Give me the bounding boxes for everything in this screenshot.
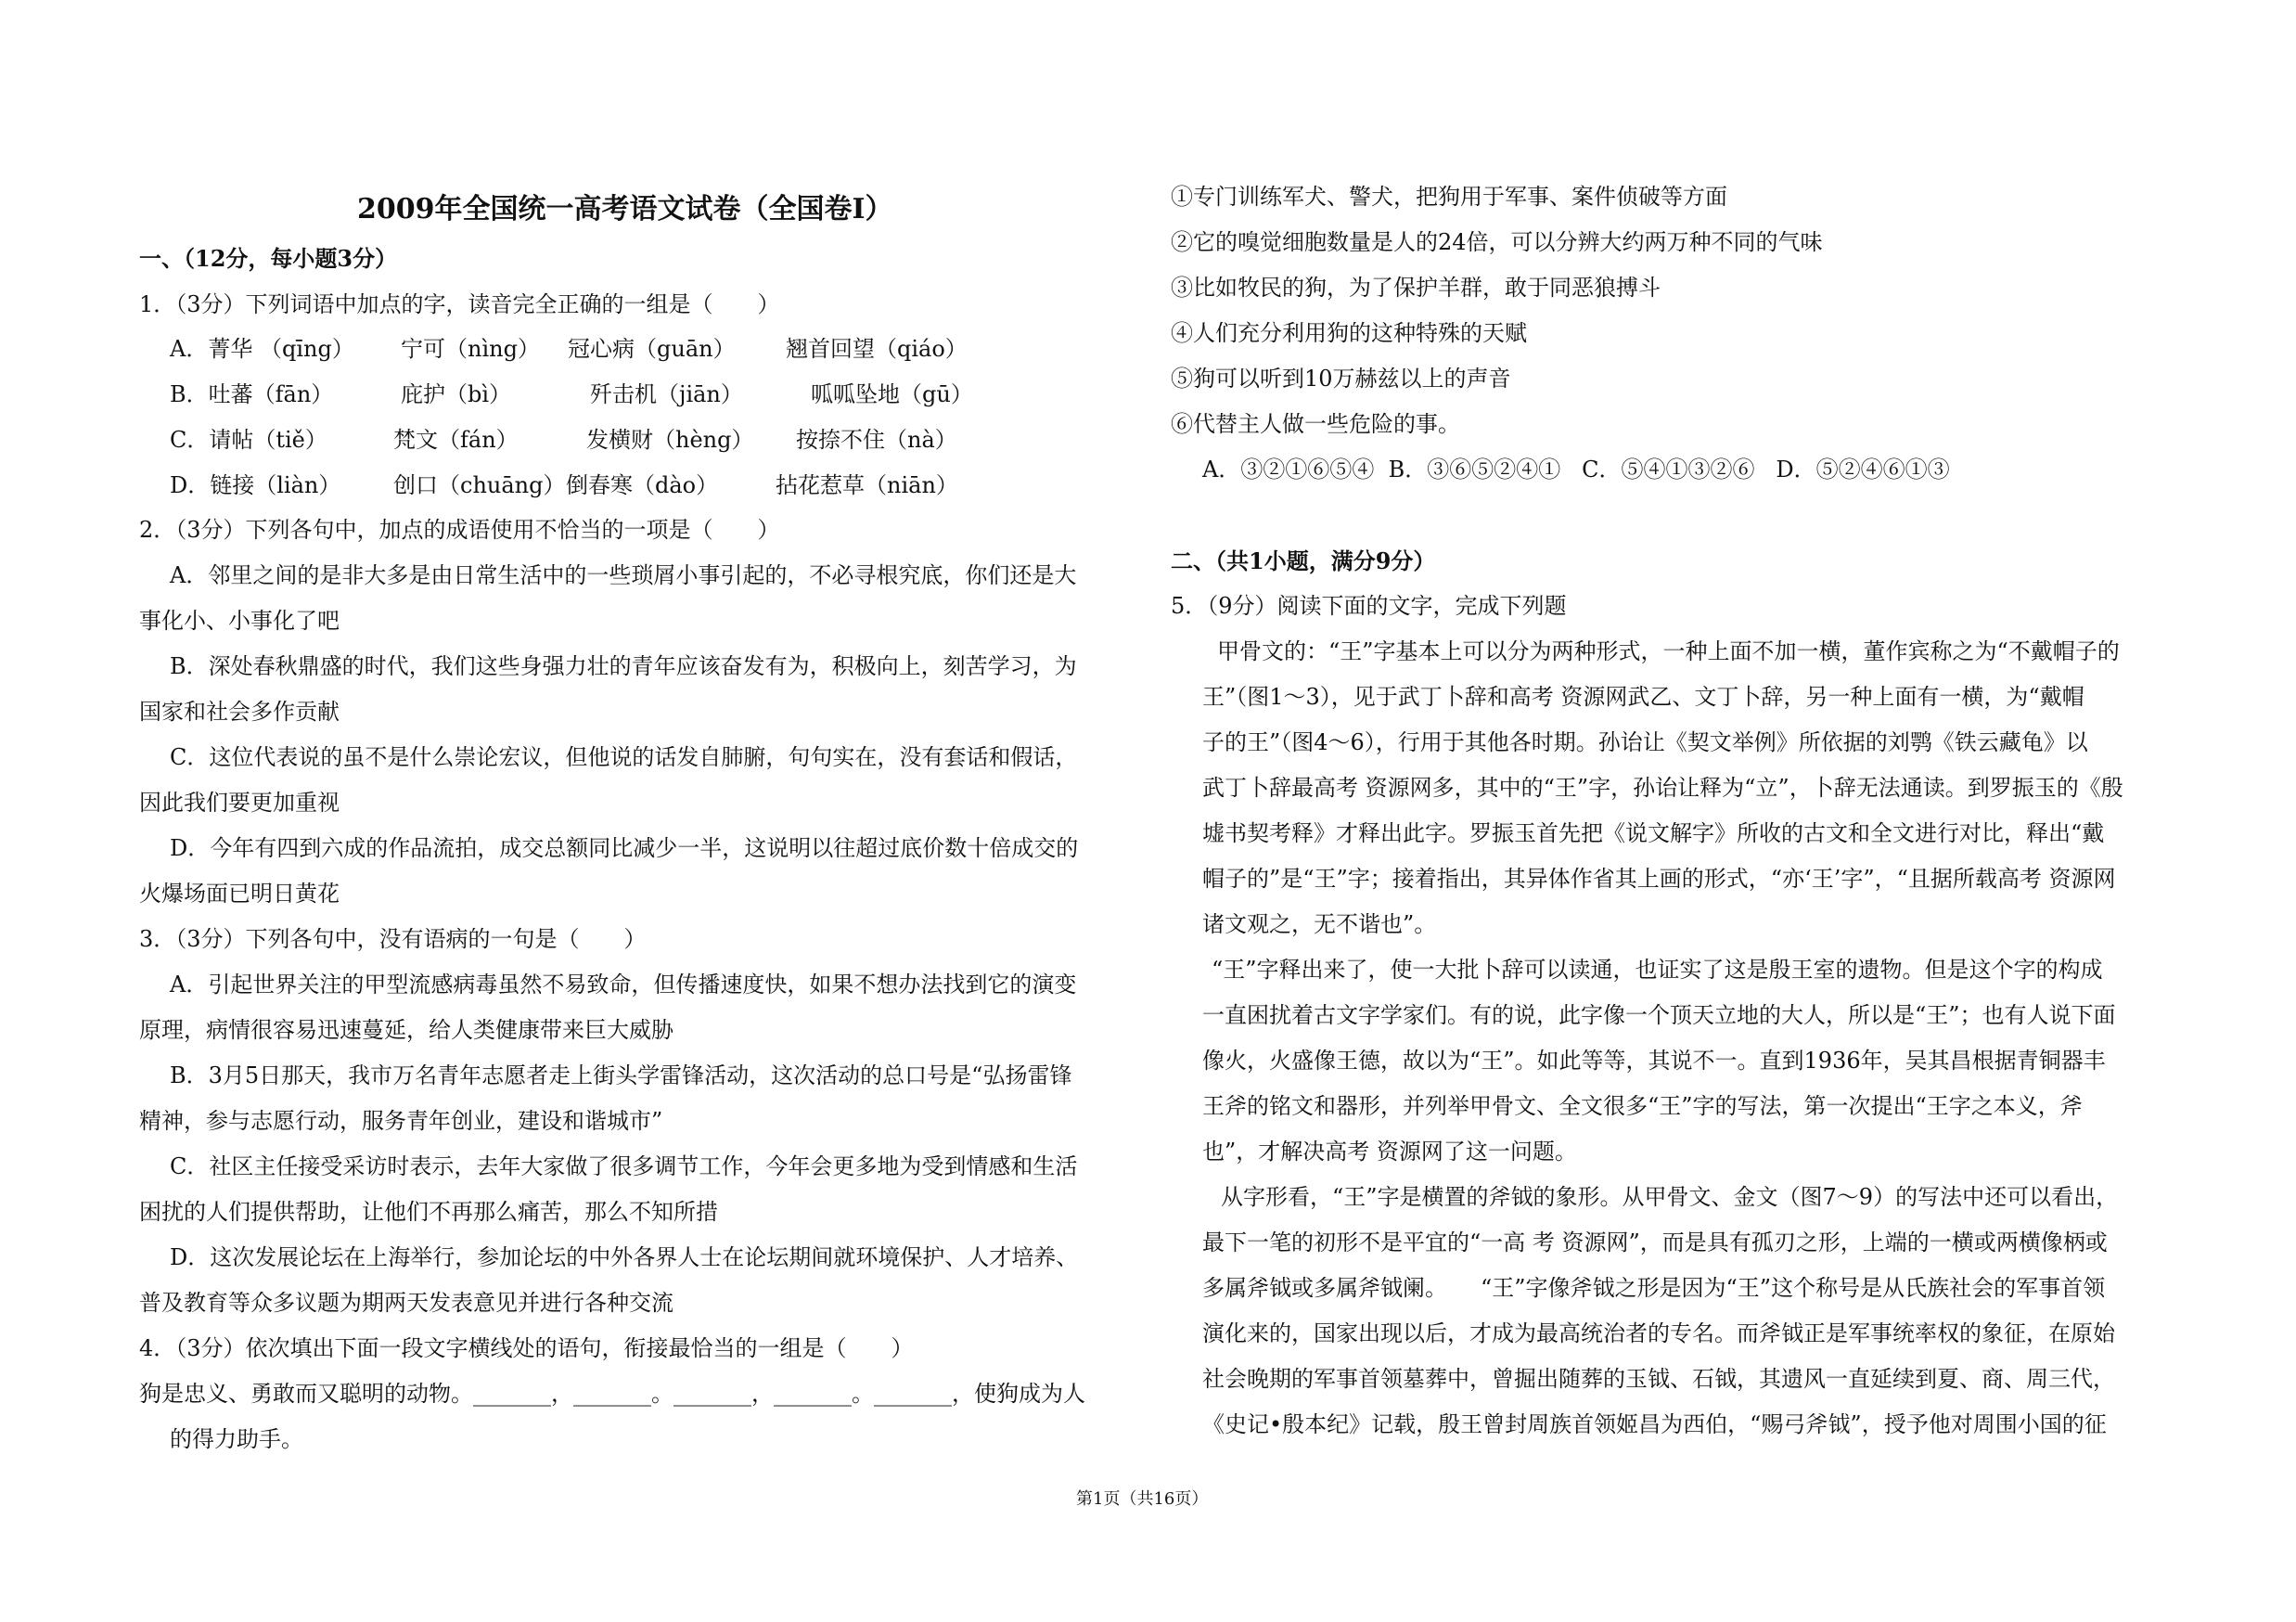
q1-option-a-4: 翘首回望（qiáo）	[786, 336, 968, 362]
q1-option-d: D．链接（liàn）	[170, 472, 341, 498]
q4-item: ②它的嗅觉细胞数量是人的24倍，可以分辨大约两万种不同的气味	[1171, 229, 1823, 255]
q2-line: 事化小、小事化了吧	[139, 608, 340, 634]
q1-option-b-4: 呱呱坠地（gū）	[811, 381, 973, 407]
q1-option-a: A．菁华 （qīng）	[170, 336, 354, 362]
q4-line: 狗是忠义、勇敢而又聪明的动物。_______，_______。_______，_______。_______，使狗成为人	[139, 1381, 1085, 1407]
q4-item: ⑤狗可以听到10万赫兹以上的声音	[1171, 366, 1511, 392]
q1-option-row	[0, 372, 1141, 418]
question-4: 4．（3分）依次填出下面一段文字横线处的语句，衔接最恰当的一组是（ ）	[139, 1335, 914, 1361]
q1-option-c: C．请帖（tiě）	[170, 427, 327, 453]
q2-line: A．邻里之间的是非大多是由日常生活中的一些琐屑小事引起的，不必寻根究底，你们还是大	[170, 562, 1077, 588]
passage-line: 墟书契考释》才释出此字。罗振玉首先把《说文解字》所收的古文和全文进行对比，释出“戴	[1202, 820, 2105, 846]
q1-option-b: B．吐蕃（fān）	[170, 381, 334, 407]
page-title: 2009年全国统一高考语文试卷（全国卷Ⅰ）	[357, 193, 893, 225]
question-3: 3．（3分）下列各句中，没有语病的一句是（ ）	[139, 926, 647, 952]
q3-line: 困扰的人们提供帮助，让他们不再那么痛苦，那么不知所措	[139, 1199, 718, 1225]
passage-line: 甲骨文的：“王”字基本上可以分为两种形式，一种上面不加一横，董作宾称之为“不戴帽子的	[1217, 638, 2120, 664]
q1-option-c-3: 发横财（hèng）	[586, 427, 754, 453]
q1-option-row	[0, 463, 1141, 508]
q1-option-c-2: 梵文（fán）	[393, 427, 519, 453]
question-1: 1．（3分）下列词语中加点的字，读音完全正确的一组是（ ）	[139, 291, 780, 317]
q1-option-d-4: 拈花惹草（niān）	[776, 472, 958, 498]
passage-line: 子的王”（图4～6），行用于其他各时期。孙诒让《契文举例》所依据的刘鹗《铁云藏龟》以	[1202, 729, 2088, 755]
passage-line: 多属斧钺或多属斧钺阑。 “王”字像斧钺之形是因为“王”这个称号是从氏族社会的军事首领	[1202, 1275, 2106, 1301]
q1-option-d-2: 创口（chuāng）	[393, 472, 566, 498]
q1-option-a-3: 冠心病（guān）	[568, 336, 736, 362]
passage-line: 最下一笔的初形不是平宜的“一高 考 资源网”，而是具有孤刃之形，上端的一横或两横像柄或	[1202, 1229, 2108, 1255]
q4-item: ⑥代替主人做一些危险的事。	[1171, 411, 1460, 437]
q1-option-b-3: 歼击机（jiān）	[590, 381, 743, 407]
question-2: 2．（3分）下列各句中，加点的成语使用不恰当的一项是（ ）	[139, 517, 780, 543]
passage-line: 像火，火盛像王德，故以为“王”。如此等等，其说不一。直到1936年，吴其昌根据青铜器丰	[1202, 1048, 2106, 1074]
passage-line: 武丁卜辞最高考 资源网多，其中的“王”字，孙诒让释为“立”，卜辞无法通读。到罗振玉的《殷	[1202, 775, 2123, 801]
q3-line: 精神，参与志愿行动，服务青年创业，建设和谐城市”	[139, 1108, 663, 1134]
passage-line: “王”字释出来了，使一大批卜辞可以读通，也证实了这是殷王室的遗物。但是这个字的构成	[1212, 957, 2103, 983]
passage-line: 演化来的，国家出现以后，才成为最高统治者的专名。而斧钺正是军事统率权的象征，在原始	[1202, 1320, 2115, 1346]
q2-line: 国家和社会多作贡献	[139, 699, 340, 725]
q1-option-row	[0, 327, 1141, 372]
q2-line: D．今年有四到六成的作品流拍，成交总额同比减少一半，这说明以往超过底价数十倍成交的	[170, 835, 1079, 861]
q4-line: 的得力助手。	[170, 1426, 303, 1452]
q3-line: 普及教育等众多议题为期两天发表意见并进行各种交流	[139, 1290, 673, 1316]
q3-line: C．社区主任接受采访时表示，去年大家做了很多调节工作，今年会更多地为受到情感和生活	[170, 1153, 1078, 1179]
q1-option-b-2: 庇护（bì）	[401, 381, 512, 407]
q2-line: B．深处春秋鼎盛的时代，我们这些身强力壮的青年应该奋发有为，积极向上，刻苦学习，为	[170, 653, 1077, 679]
question-5: 5．（9分）阅读下面的文字，完成下列题	[1171, 593, 1567, 619]
section-2-heading: 二、（共1小题，满分9分）	[1171, 547, 1436, 574]
q1-option-c-4: 按捺不住（nà）	[796, 427, 957, 453]
passage-line: 王”（图1～3），见于武丁卜辞和高考 资源网武乙、文丁卜辞，另一种上面有一横，为“戴帽	[1202, 684, 2084, 710]
q2-line: 因此我们要更加重视	[139, 790, 340, 816]
q3-line: B．3月5日那天，我市万名青年志愿者走上街头学雷锋活动，这次活动的总口号是“弘扬雷锋	[170, 1062, 1072, 1088]
q1-option-d-3: 倒春寒（dào）	[566, 472, 719, 498]
passage-line: 也”，才解决高考 资源网了这一问题。	[1202, 1139, 1577, 1165]
q4-item: ④人们充分利用狗的这种特殊的天赋	[1171, 320, 1527, 346]
q1-option-row	[0, 418, 1141, 463]
q2-line: 火爆场面已明日黄花	[139, 881, 340, 907]
passage-line: 《史记•殷本纪》记载，殷王曾封周族首领姬昌为西伯，“赐弓斧钺”，授予他对周围小国的征	[1202, 1411, 2107, 1437]
section-1-heading: 一、（12分，每小题3分）	[139, 245, 398, 272]
q3-line: 原理，病情很容易迅速蔓延，给人类健康带来巨大威胁	[139, 1017, 673, 1043]
passage-line: 社会晚期的军事首领墓葬中，曾掘出随葬的玉钺、石钺，其遗风一直延续到夏、商、周三代，	[1202, 1366, 2115, 1392]
q4-item: ③比如牧民的狗，为了保护羊群，敢于同恶狼搏斗	[1171, 275, 1661, 301]
q3-line: D．这次发展论坛在上海举行，参加论坛的中外各界人士在论坛期间就环境保护、人才培养、	[170, 1244, 1079, 1270]
q3-line: A．引起世界关注的甲型流感病毒虽然不易致命，但传播速度快，如果不想办法找到它的演变	[170, 972, 1077, 998]
q1-option-a-2: 宁可（nìng）	[401, 336, 540, 362]
passage-line: 一直困扰着古文字学家们。有的说，此字像一个顶天立地的大人，所以是“王”；也有人说下面	[1202, 1002, 2116, 1028]
q2-line: C．这位代表说的虽不是什么崇论宏议，但他说的话发自肺腑，句句实在，没有套话和假话，	[170, 744, 1078, 770]
passage-line: 诸文观之，无不谐也”。	[1202, 911, 1437, 937]
passage-line: 帽子的”是“王”字；接着指出，其异体作省其上画的形式，“亦‘王’字”，“且据所载高考 资源网	[1202, 866, 2116, 892]
q4-item: ①专门训练军犬、警犬，把狗用于军事、案件侦破等方面	[1171, 184, 1727, 210]
q4-answer-options: A．③②①⑥⑤④ B．③⑥⑤②④① C．⑤④①③②⑥ D．⑤②④⑥①③	[1202, 457, 1950, 483]
passage-line: 从字形看，“王”字是横置的斧钺的象形。从甲骨文、金文（图7～9）的写法中还可以看出，	[1221, 1184, 2119, 1210]
page-footer: 第1页（共16页）	[1076, 1489, 1209, 1509]
passage-line: 王斧的铭文和器形，并列举甲骨文、全文很多“王”字的写法，第一次提出“王字之本义，斧	[1202, 1093, 2083, 1119]
